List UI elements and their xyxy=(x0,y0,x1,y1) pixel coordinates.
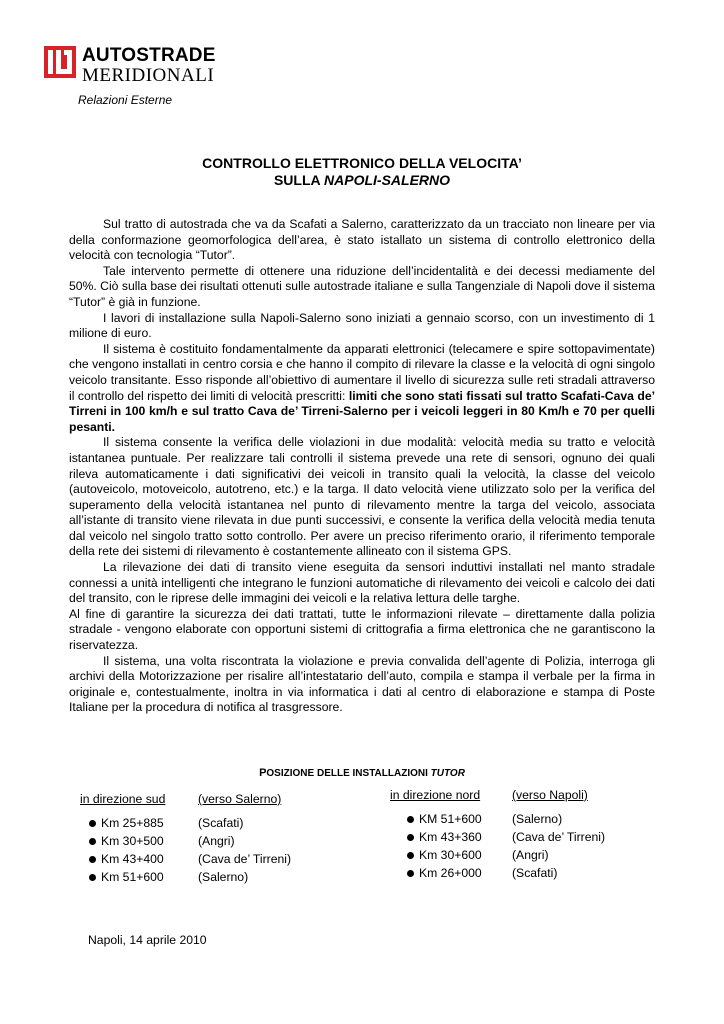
list-item: Km 25+885 (Scafati) xyxy=(89,814,291,832)
logo-line2: MERIDIONALI xyxy=(82,65,215,86)
north-direction: in direzione nord xyxy=(390,788,481,802)
title-line1: CONTROLLO ELETTRONICO DELLA VELOCITA’ xyxy=(202,155,522,171)
paragraph-3: I lavori di installazione sulla Napoli-Salerno sono iniziati a gennaio scorso, con un investimento di 1 milione di euro. xyxy=(69,310,655,341)
south-toward: (verso Salerno) xyxy=(198,792,282,806)
list-item: Km 26+000 (Scafati) xyxy=(407,864,605,882)
south-header xyxy=(80,792,291,806)
bullet-icon xyxy=(89,856,96,863)
bullet-icon xyxy=(407,852,414,859)
north-toward: (verso Napoli) xyxy=(512,788,588,802)
south-installations xyxy=(80,792,291,886)
list-item: Km 30+500 (Angri) xyxy=(89,832,291,850)
list-item: Km 43+400 (Cava de’ Tirreni) xyxy=(89,850,291,868)
company-logo xyxy=(44,45,216,86)
bullet-icon xyxy=(89,874,96,881)
paragraph-8: Il sistema, una volta riscontrata la violazione e previa convalida dell’agente di Polizia, interroga gli archivi della Motorizzazione per risalire all’intestatario dell’auto, compila e stampa il verbale per la firma in originale e, contestualmente, inoltra in via informatica i dati al centro di elaborazione e stampa di Poste Italiane per la procedura di notifica al trasgressore. xyxy=(69,653,655,715)
installations-title-rest: OSIZIONE DELLE INSTALLAZIONI xyxy=(266,768,428,779)
list-item: Km 30+600 (Angri) xyxy=(407,846,605,864)
document-date: Napoli, 14 aprile 2010 xyxy=(88,933,207,947)
list-item: Km 43+360 (Cava de’ Tirreni) xyxy=(407,828,605,846)
title-line2-prefix: SULLA xyxy=(273,172,321,188)
title-line2 xyxy=(0,172,724,189)
logo-line1: AUTOSTRADE xyxy=(82,45,216,66)
installations-title xyxy=(0,767,724,779)
department-label: Relazioni Esterne xyxy=(78,93,173,107)
south-direction: in direzione sud xyxy=(80,792,166,806)
paragraph-2: Tale intervento permette di ottenere una riduzione dell’incidentalità e dei decessi mediamente del 50%. Ciò sulla base dei risultati ottenuti sulle autostrade italiane e sulla Tangenziale di Napoli dove il sistema “Tutor” è già in funzione. xyxy=(69,263,655,309)
bullet-icon xyxy=(89,838,96,845)
bullet-icon xyxy=(407,834,414,841)
north-header xyxy=(390,788,605,802)
title-line2-route: NAPOLI-SALERNO xyxy=(324,172,451,188)
bullet-icon xyxy=(89,820,96,827)
paragraph-4-text: Il sistema è costituito fondamentalmente da apparati elettronici (telecamere e spire sottopavimentate) che vengono installati in centro corsia e che hanno il compito di rilevare la classe e la velocità di ogni singolo veicolo transitante. Esso risponde all’obiettivo di aumentare il livello di sicurezza sulle reti stradali attraverso il controllo del rispetto dei limiti di velocità prescritti: xyxy=(69,341,655,403)
speed-limits-text: limiti che sono stati fissati sul tratto Scafati-Cava de’ Tirreni in 100 km/h e sul tratto Cava de’ Tirreni-Salerno per i veicoli leggeri in 80 Km/h e 70 per quelli pesanti. xyxy=(69,388,655,434)
paragraph-4 xyxy=(69,342,655,436)
paragraph-5: Il sistema consente la verifica delle violazioni in due modalità: velocità media su tratto e velocità istantanea puntuale. Per realizzare tali controlli il sistema prevede una rete di sensori, ognuno dei quali rileva automaticamente i dati significativi dei veicoli in transito quali la velocità, la classe del veicolo (autoveicolo, motoveicolo, autotreno, etc.) e la targa. Il dato velocità viene utilizzato solo per la verifica del superamento della velocità istantanea nel punto di rilevamento mentre la targa del veicolo, associata all’istante di transito viene rilevata in due punti successivi, e consente la verifica della velocità media tenuta dal veicolo nel singolo tratto sotto controllo. Per avere un preciso riferimento orario, il riferimento temporale della rete dei sistemi di rilevamento è costantemente allineato con il sistema GPS. xyxy=(69,435,655,559)
document-title xyxy=(0,155,724,189)
north-installations xyxy=(390,788,605,882)
paragraph-6: La rilevazione dei dati di transito viene eseguita da sensori induttivi installati nel manto stradale connessi a unità intelligenti che integrano le funzioni automatiche di rilevamento dei veicoli e calcolo dei dati del transito, con le riprese delle immagini dei veicoli e la relativa lettura delle targhe. xyxy=(69,560,655,606)
list-item: KM 51+600 (Salerno) xyxy=(407,810,605,828)
bullet-icon xyxy=(407,870,414,877)
installations-title-cap: P xyxy=(259,767,267,779)
logo-mark-icon xyxy=(44,46,76,78)
list-item: Km 51+600 (Salerno) xyxy=(89,868,291,886)
installations-title-italic: TUTOR xyxy=(430,768,465,779)
paragraph-1: Sul tratto di autostrada che va da Scafati a Salerno, caratterizzato da un tracciato non lineare per via della conformazione geomorfologica dell’area, è stato istallato un sistema di controllo elettronico della velocità con tecnologia “Tutor”. xyxy=(69,217,655,263)
document-body xyxy=(69,217,655,716)
bullet-icon xyxy=(407,816,414,823)
paragraph-7: Al fine di garantire la sicurezza dei dati trattati, tutte le informazioni rilevate – direttamente dalla polizia stradale - vengono elaborate con opportuni sistemi di crittografia a firma elettronica che ne garantiscono la riservatezza. xyxy=(69,606,655,653)
